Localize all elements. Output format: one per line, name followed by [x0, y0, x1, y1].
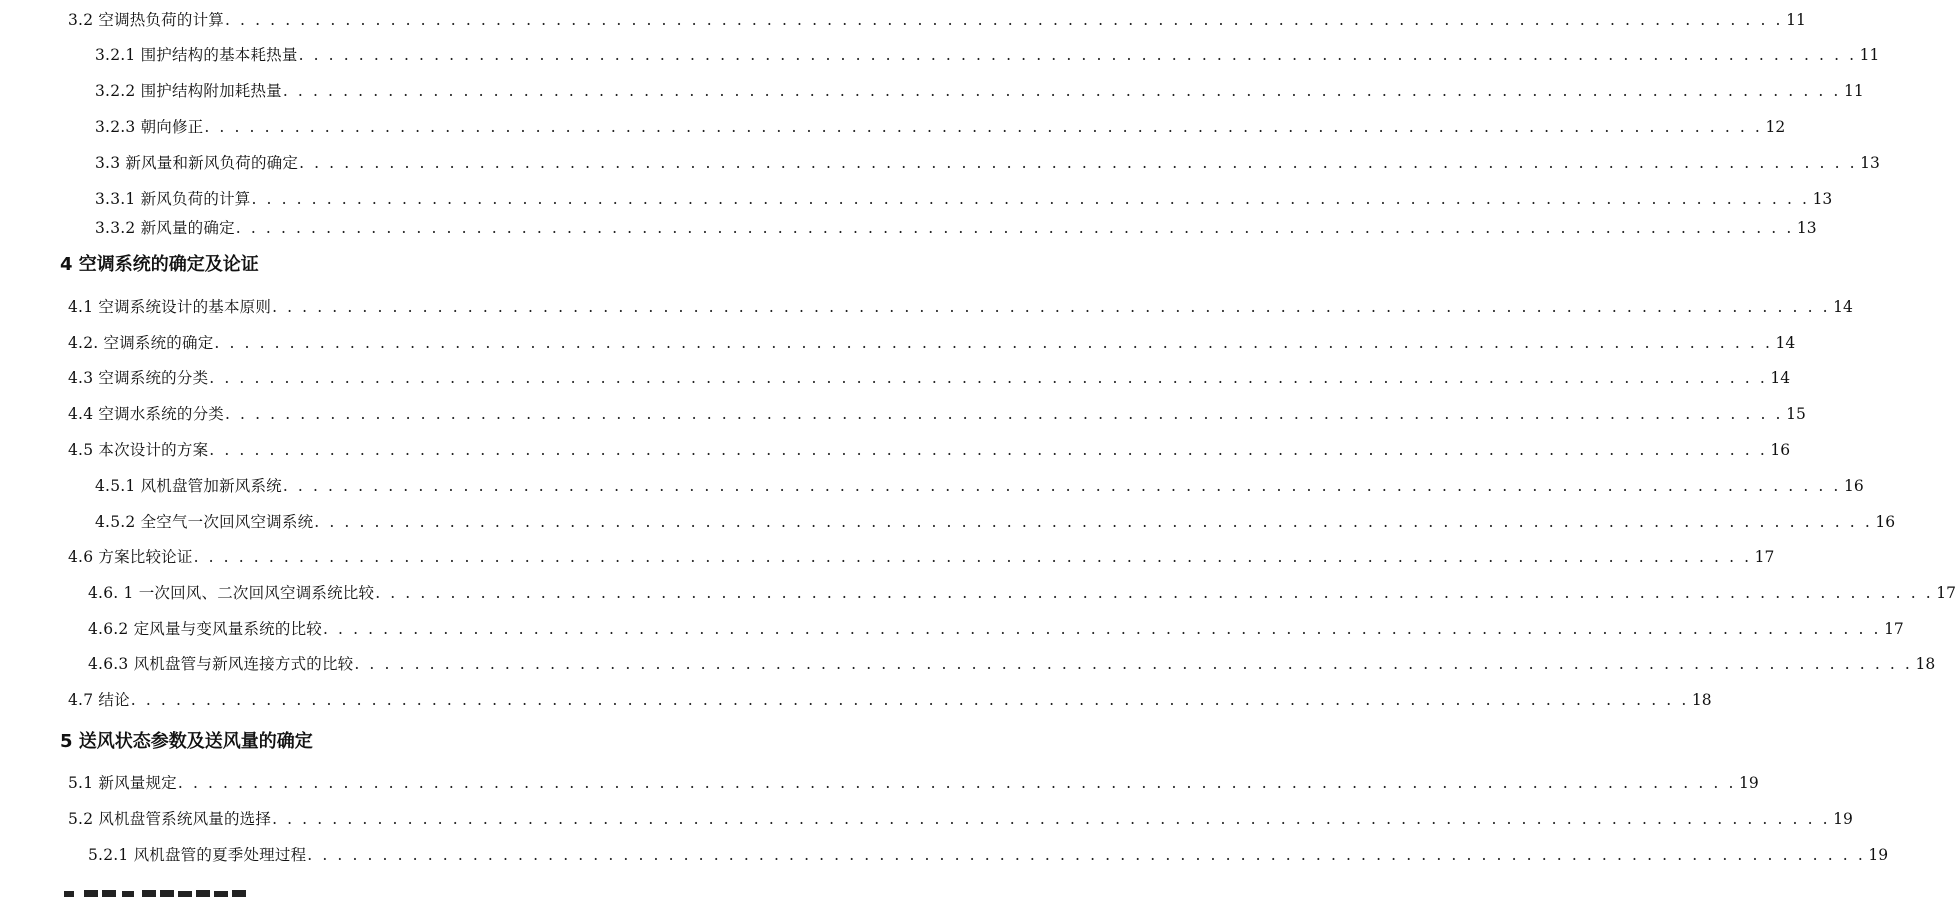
- dot-leader: . . . . . . . . . . . . . . . . . . . . . . . . . . . . . . . . . . . . . . . . . . . . . . . . . . . . . . . . . . . . . . . . . . . . . . . . . . . . . . . . . . . . . . . . . . . . . . . . . . . . . . . .: [272, 298, 1831, 316]
- toc-entry[interactable]: [95, 81, 1864, 101]
- toc-page-number: 11: [1786, 11, 1806, 29]
- toc-entry-label: 4.4 空调水系统的分类: [68, 405, 224, 423]
- dot-leader: . . . . . . . . . . . . . . . . . . . . . . . . . . . . . . . . . . . . . . . . . . . . . . . . . . . . . . . . . . . . . . . . . . . . . . . . . . . . . . . . . . . . . . . . . . . . . . . . . . . . . . . .: [354, 655, 1913, 673]
- dot-leader: . . . . . . . . . . . . . . . . . . . . . . . . . . . . . . . . . . . . . . . . . . . . . . . . . . . . . . . . . . . . . . . . . . . . . . . . . . . . . . . . . . . . . . . . . . . . . . . . . . . . . . . .: [314, 513, 1873, 531]
- toc-page-number: 13: [1860, 154, 1880, 172]
- toc-entry-label: 3.3.2 新风量的确定: [95, 219, 235, 237]
- dot-leader: . . . . . . . . . . . . . . . . . . . . . . . . . . . . . . . . . . . . . . . . . . . . . . . . . . . . . . . . . . . . . . . . . . . . . . . . . . . . . . . . . . . . . . . . . . . . . . . . . . . . . . . .: [282, 477, 1841, 495]
- toc-page-number: 19: [1868, 846, 1889, 864]
- chapter-heading[interactable]: 5 送风状态参数及送风量的确定: [60, 731, 313, 752]
- toc-entry-label: 4.5.1 风机盘管加新风系统: [95, 477, 282, 495]
- chapter-heading[interactable]: 4 空调系统的确定及论证: [60, 254, 259, 275]
- toc-page-number: 13: [1812, 190, 1833, 208]
- dot-leader: . . . . . . . . . . . . . . . . . . . . . . . . . . . . . . . . . . . . . . . . . . . . . . . . . . . . . . . . . . . . . . . . . . . . . . . . . . . . . . . . . . . . . . . . . . . . . . . . . . . . . . . .: [177, 774, 1736, 792]
- toc-entry[interactable]: [68, 368, 1791, 388]
- dot-leader: . . . . . . . . . . . . . . . . . . . . . . . . . . . . . . . . . . . . . . . . . . . . . . . . . . . . . . . . . . . . . . . . . . . . . . . . . . . . . . . . . . . . . . . . . . . . . . . . . . . . . . . .: [375, 584, 1934, 602]
- dot-leader: . . . . . . . . . . . . . . . . . . . . . . . . . . . . . . . . . . . . . . . . . . . . . . . . . . . . . . . . . . . . . . . . . . . . . . . . . . . . . . . . . . . . . . . . . . . . . . . . . . . . . . . .: [209, 369, 1768, 387]
- toc-entry-label: 4.6.3 风机盘管与新风连接方式的比较: [88, 655, 354, 673]
- dot-leader: . . . . . . . . . . . . . . . . . . . . . . . . . . . . . . . . . . . . . . . . . . . . . . . . . . . . . . . . . . . . . . . . . . . . . . . . . . . . . . . . . . . . . . . . . . . . . . . . . . . . . . . .: [272, 810, 1831, 828]
- toc-page-number: 16: [1770, 441, 1791, 459]
- toc-entry[interactable]: [68, 297, 1853, 317]
- toc-page-number: 14: [1775, 334, 1796, 352]
- clipped-next-heading: [62, 881, 282, 902]
- clipped-heading-glyphs: [62, 890, 282, 897]
- toc-page-number: 11: [1859, 46, 1880, 64]
- toc-entry-label: 3.2.2 围护结构附加耗热量: [95, 82, 282, 100]
- toc-page-number: 18: [1915, 655, 1936, 673]
- toc-entry[interactable]: [95, 189, 1833, 209]
- toc-entry[interactable]: [68, 440, 1791, 460]
- dot-leader: . . . . . . . . . . . . . . . . . . . . . . . . . . . . . . . . . . . . . . . . . . . . . . . . . . . . . . . . . . . . . . . . . . . . . . . . . . . . . . . . . . . . . . . . . . . . . . . . . . . . . . . .: [130, 691, 1689, 709]
- dot-leader: . . . . . . . . . . . . . . . . . . . . . . . . . . . . . . . . . . . . . . . . . . . . . . . . . . . . . . . . . . . . . . . . . . . . . . . . . . . . . . . . . . . . . . . . . . . . . . . . . . . . . . . .: [193, 548, 1752, 566]
- dot-leader: . . . . . . . . . . . . . . . . . . . . . . . . . . . . . . . . . . . . . . . . . . . . . . . . . . . . . . . . . . . . . . . . . . . . . . . . . . . . . . . . . . . . . . . . . . . . . . . . . . . . . . . .: [224, 11, 1784, 29]
- toc-entry[interactable]: [88, 654, 1936, 674]
- toc-entry-label: 5.1 新风量规定: [68, 774, 177, 792]
- toc-entry[interactable]: [95, 218, 1817, 238]
- toc-entry-label: 3.3.1 新风负荷的计算: [95, 190, 251, 208]
- dot-leader: . . . . . . . . . . . . . . . . . . . . . . . . . . . . . . . . . . . . . . . . . . . . . . . . . . . . . . . . . . . . . . . . . . . . . . . . . . . . . . . . . . . . . . . . . . . . . . . . . . . . . . . .: [299, 154, 1858, 172]
- dot-leader: . . . . . . . . . . . . . . . . . . . . . . . . . . . . . . . . . . . . . . . . . . . . . . . . . . . . . . . . . . . . . . . . . . . . . . . . . . . . . . . . . . . . . . . . . . . . . . . . . . . . . . . .: [204, 118, 1763, 136]
- toc-entry[interactable]: [95, 45, 1880, 65]
- toc-page-number: 18: [1691, 691, 1712, 709]
- toc-entry-label: 4.1 空调系统设计的基本原则: [68, 298, 272, 316]
- toc-entry[interactable]: [68, 773, 1759, 793]
- toc-entry[interactable]: [68, 404, 1806, 424]
- dot-leader: . . . . . . . . . . . . . . . . . . . . . . . . . . . . . . . . . . . . . . . . . . . . . . . . . . . . . . . . . . . . . . . . . . . . . . . . . . . . . . . . . . . . . . . . . . . . . . . . . . . . . . . .: [235, 219, 1794, 237]
- toc-entry[interactable]: [88, 583, 1956, 603]
- toc-page-number: 12: [1765, 118, 1786, 136]
- dot-leader: . . . . . . . . . . . . . . . . . . . . . . . . . . . . . . . . . . . . . . . . . . . . . . . . . . . . . . . . . . . . . . . . . . . . . . . . . . . . . . . . . . . . . . . . . . . . . . . . . . . . . . . .: [209, 441, 1768, 459]
- toc-page-number: 15: [1786, 405, 1806, 423]
- toc-entry[interactable]: [88, 845, 1889, 865]
- toc-page-number: 17: [1884, 620, 1904, 638]
- toc-entry[interactable]: [68, 690, 1712, 710]
- toc-entry[interactable]: [68, 333, 1796, 353]
- toc-entry-label: 3.3 新风量和新风负荷的确定: [95, 154, 299, 172]
- toc-entry[interactable]: [95, 153, 1880, 173]
- dot-leader: . . . . . . . . . . . . . . . . . . . . . . . . . . . . . . . . . . . . . . . . . . . . . . . . . . . . . . . . . . . . . . . . . . . . . . . . . . . . . . . . . . . . . . . . . . . . . . . . . . . . . . . .: [282, 82, 1841, 100]
- toc-entry-label: 4.6 方案比较论证: [68, 548, 193, 566]
- toc-entry[interactable]: [88, 619, 1904, 639]
- dot-leader: . . . . . . . . . . . . . . . . . . . . . . . . . . . . . . . . . . . . . . . . . . . . . . . . . . . . . . . . . . . . . . . . . . . . . . . . . . . . . . . . . . . . . . . . . . . . . . . . . . . . . . . .: [307, 846, 1866, 864]
- toc-entry[interactable]: [68, 10, 1806, 30]
- toc-entry-label: 5.2 风机盘管系统风量的选择: [68, 810, 272, 828]
- toc-page-number: 16: [1875, 513, 1896, 531]
- toc-entry-label: 3.2.1 围护结构的基本耗热量: [95, 46, 298, 64]
- toc-entry[interactable]: [68, 809, 1853, 829]
- dot-leader: . . . . . . . . . . . . . . . . . . . . . . . . . . . . . . . . . . . . . . . . . . . . . . . . . . . . . . . . . . . . . . . . . . . . . . . . . . . . . . . . . . . . . . . . . . . . . . . . . . . . . . . .: [322, 620, 1882, 638]
- toc-entry-label: 4.3 空调系统的分类: [68, 369, 209, 387]
- toc-entry-label: 4.6. 1 一次回风、二次回风空调系统比较: [88, 584, 375, 602]
- dot-leader: . . . . . . . . . . . . . . . . . . . . . . . . . . . . . . . . . . . . . . . . . . . . . . . . . . . . . . . . . . . . . . . . . . . . . . . . . . . . . . . . . . . . . . . . . . . . . . . . . . . . . . . .: [214, 334, 1773, 352]
- toc-page-number: 14: [1770, 369, 1791, 387]
- toc-entry-label: 4.7 结论: [68, 691, 130, 709]
- toc-page-number: 17: [1936, 584, 1956, 602]
- toc-page-number: 19: [1833, 810, 1853, 828]
- dot-leader: . . . . . . . . . . . . . . . . . . . . . . . . . . . . . . . . . . . . . . . . . . . . . . . . . . . . . . . . . . . . . . . . . . . . . . . . . . . . . . . . . . . . . . . . . . . . . . . . . . . . . . . .: [224, 405, 1784, 423]
- toc-entry-label: 3.2 空调热负荷的计算: [68, 11, 224, 29]
- toc-entry[interactable]: [95, 476, 1864, 496]
- toc-entry-label: 5.2.1 风机盘管的夏季处理过程: [88, 846, 307, 864]
- dot-leader: . . . . . . . . . . . . . . . . . . . . . . . . . . . . . . . . . . . . . . . . . . . . . . . . . . . . . . . . . . . . . . . . . . . . . . . . . . . . . . . . . . . . . . . . . . . . . . . . . . . . . . . .: [298, 46, 1857, 64]
- toc-page-number: 14: [1833, 298, 1853, 316]
- toc-entry-label: 4.2. 空调系统的确定: [68, 334, 214, 352]
- toc-page-number: 19: [1738, 774, 1759, 792]
- toc-entry[interactable]: [68, 547, 1775, 567]
- toc-page-number: 17: [1754, 548, 1775, 566]
- toc-entry-label: 4.5.2 全空气一次回风空调系统: [95, 513, 314, 531]
- toc-entry-label: 3.2.3 朝向修正: [95, 118, 204, 136]
- dot-leader: . . . . . . . . . . . . . . . . . . . . . . . . . . . . . . . . . . . . . . . . . . . . . . . . . . . . . . . . . . . . . . . . . . . . . . . . . . . . . . . . . . . . . . . . . . . . . . . . . . . . . . . .: [251, 190, 1810, 208]
- toc-entry[interactable]: [95, 117, 1786, 137]
- toc-page-number: 16: [1843, 477, 1864, 495]
- toc-entry-label: 4.5 本次设计的方案: [68, 441, 209, 459]
- toc-entry[interactable]: [95, 512, 1896, 532]
- toc-page-number: 13: [1796, 219, 1817, 237]
- toc-entry-label: 4.6.2 定风量与变风量系统的比较: [88, 620, 322, 638]
- toc-page-number: 11: [1843, 82, 1864, 100]
